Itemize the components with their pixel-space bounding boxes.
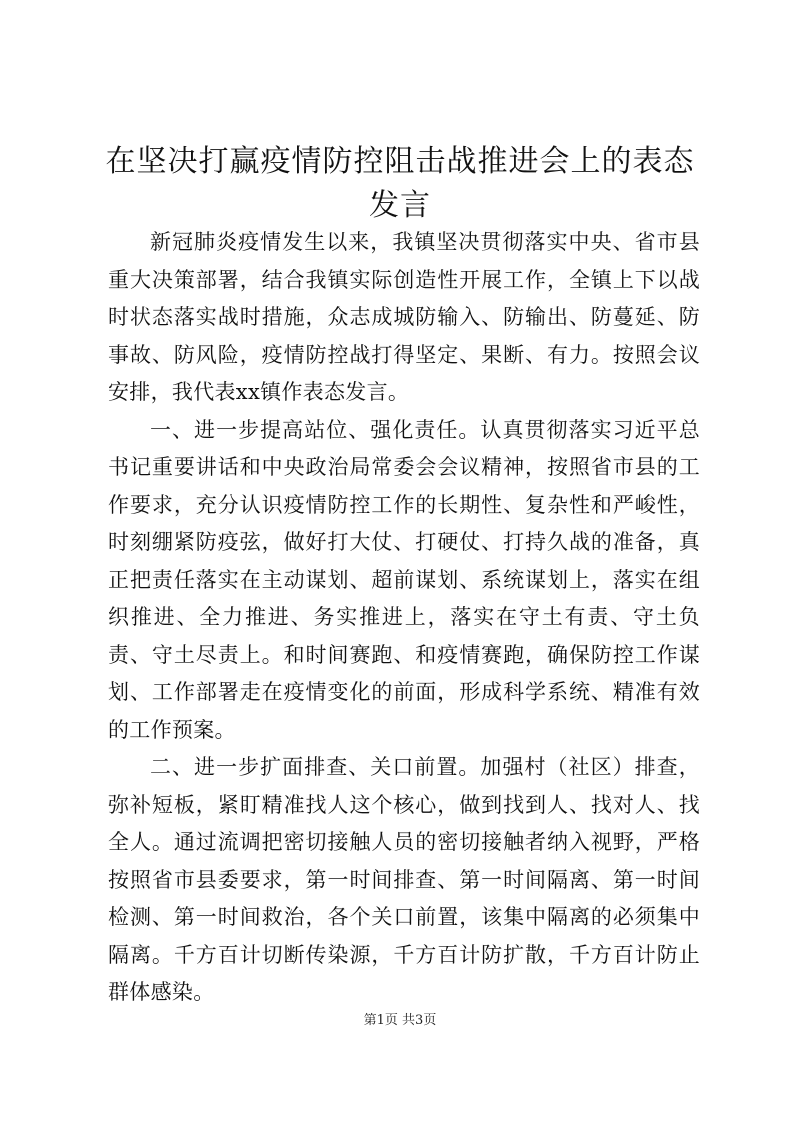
paragraph-section-2: 二、进一步扩面排查、关口前置。加强村（社区）排查，弥补短板，紧盯精准找人这个核心，做到找到人、找对人、找全人。通过流调把密切接触人员的密切接触者纳入视野，严格按照省市县委要求，第一时间排查、第一时间隔离、第一时间检测、第一时间救治，各个关口前置，该集中隔离的必须集中隔离。千方百计切断传染源，千方百计防扩散，千方百计防止群体感染。	[108, 755, 700, 1004]
document-title: 在坚决打赢疫情防控阻击战推进会上的表态发言	[105, 144, 695, 223]
document-body	[108, 224, 700, 1012]
paragraph-intro: 新冠肺炎疫情发生以来，我镇坚决贯彻落实中央、省市县重大决策部署，结合我镇实际创造性开展工作，全镇上下以战时状态落实战时措施，众志成城防输入、防输出、防蔓延、防事故、防风险，疫情防控战打得坚定、果断、有力。按照会议安排，我代表xx镇作表态发言。	[108, 230, 700, 404]
paragraph-section-1: 一、进一步提高站位、强化责任。认真贯彻落实习近平总书记重要讲话和中央政治局常委会会议精神，按照省市县的工作要求，充分认识疫情防控工作的长期性、复杂性和严峻性，时刻绷紧防疫弦，做好打大仗、打硬仗、打持久战的准备，真正把责任落实在主动谋划、超前谋划、系统谋划上，落实在组织推进、全力推进、务实推进上，落实在守土有责、守土负责、守土尽责上。和时间赛跑、和疫情赛跑，确保防控工作谋划、工作部署走在疫情变化的前面，形成科学系统、精准有效的工作预案。	[108, 417, 700, 742]
page-number-footer: 第1页 共3页	[363, 1013, 437, 1028]
